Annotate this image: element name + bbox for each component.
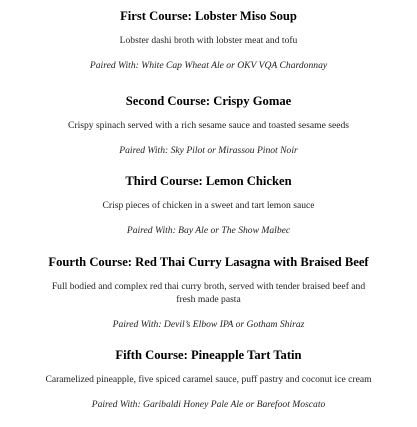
course-description: Crisp pieces of chicken in a sweet and tart lemon sauce [102,200,315,211]
course-title: Third Course: Lemon Chicken [125,174,292,188]
course-second [0,94,417,157]
course-title: First Course: Lobster Miso Soup [120,9,297,23]
course-pairing: Paired With: Sky Pilot or Mirassou Pinot Noir [119,145,298,156]
course-description: Crispy spinach served with a rich sesame sauce and toasted sesame seeds [67,120,350,131]
course-fourth [0,255,417,331]
course-pairing: Paired With: Bay Ale or The Show Malbec [126,225,291,236]
course-pairing: Paired With: Devil’s Elbow IPA or Gotham Shiraz [112,319,305,330]
course-title: Second Course: Crispy Gomae [125,94,292,108]
course-first [0,9,417,72]
course-pairing: Paired With: White Cap Wheat Ale or OKV VQA Chardonnay [89,60,328,71]
course-title: Fifth Course: Pineapple Tart Tatin [115,348,302,362]
course-pairing: Paired With: Garibaldi Honey Pale Ale or Barefoot Moscato [91,399,326,410]
course-fifth [0,348,417,411]
course-description: Caramelized pineapple, five spiced caramel sauce, puff pastry and coconut ice cream [45,374,372,385]
course-description: Full bodied and complex red thai curry broth, served with tender braised beef and fresh made pasta [51,281,366,305]
course-description: Lobster dashi broth with lobster meat and tofu [119,35,298,46]
course-title: Fourth Course: Red Thai Curry Lasagna with Braised Beef [48,255,369,269]
course-third [0,174,417,237]
